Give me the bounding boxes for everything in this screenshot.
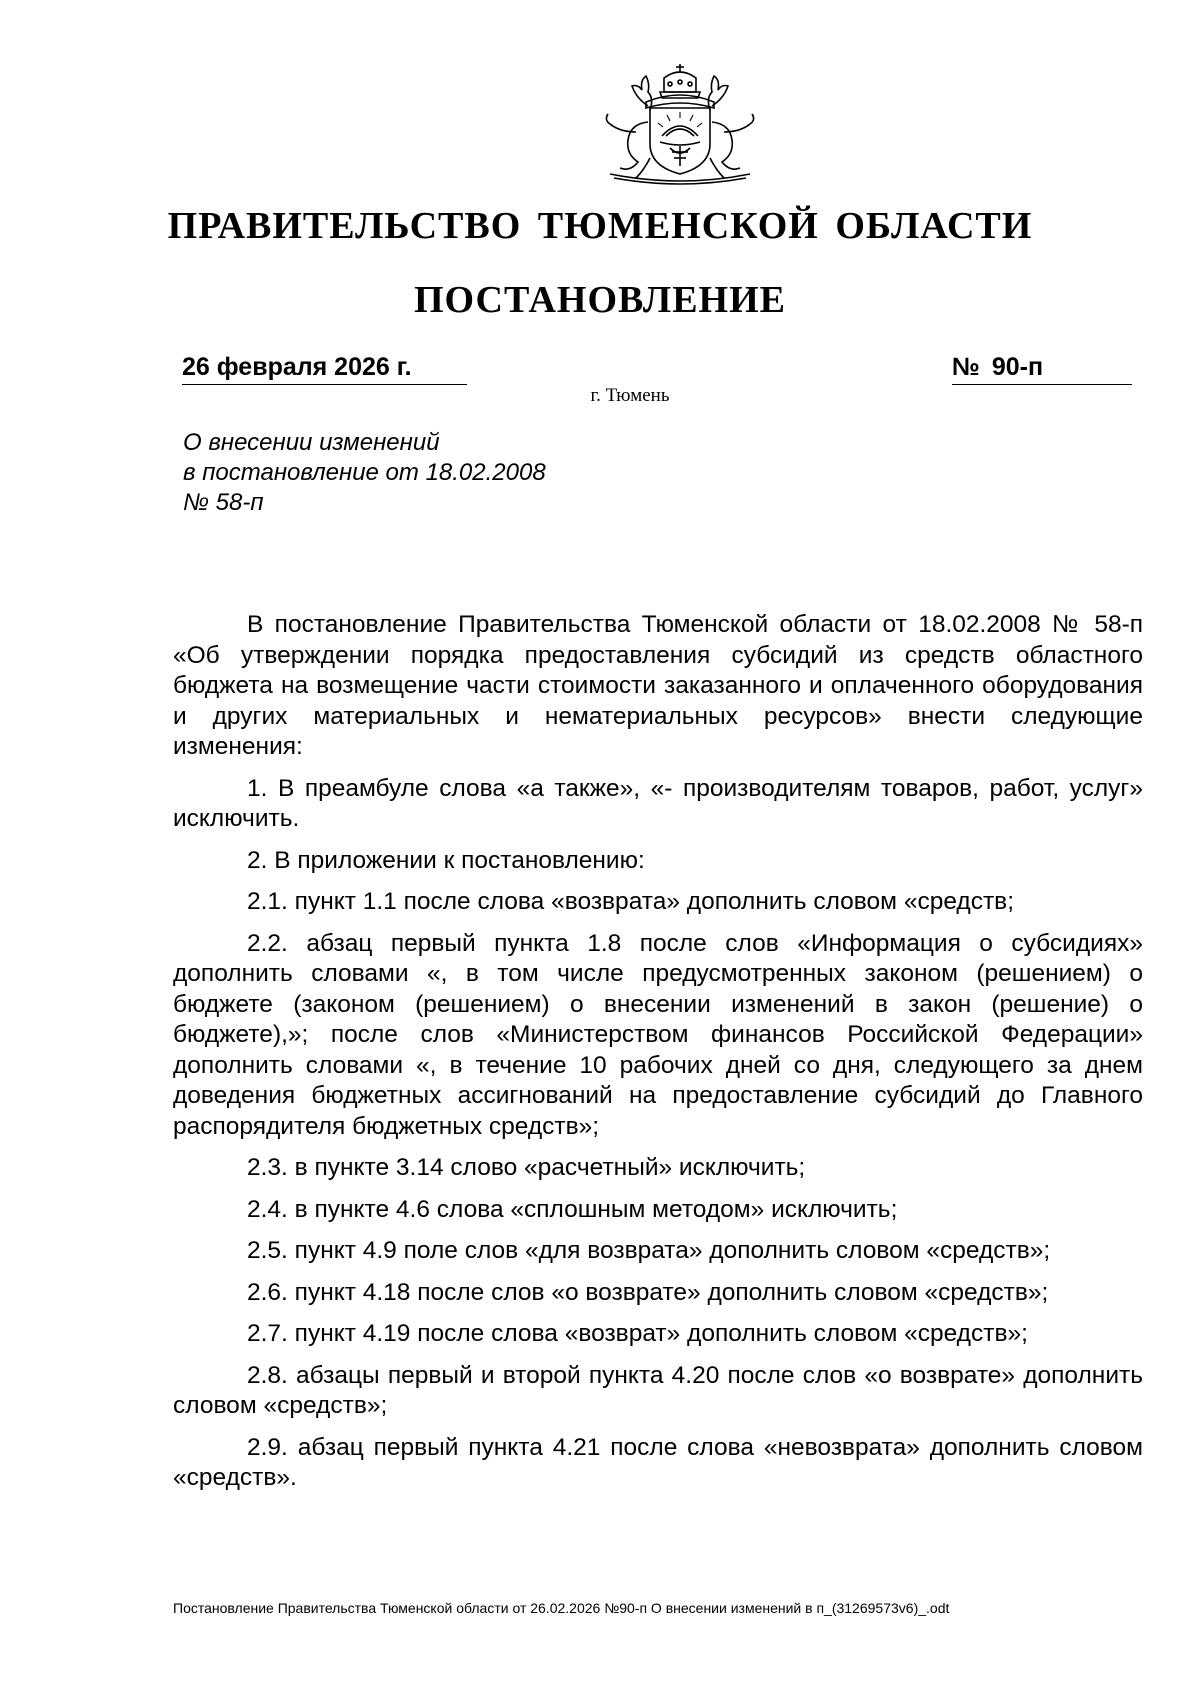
body-paragraph: 2.1. пункт 1.1 после слова «возврата» дополнить словом «средств; <box>247 888 1015 915</box>
document-city: г. Тюмень <box>590 385 670 406</box>
document-number <box>952 352 1132 385</box>
body-paragraph: В постановление Правительства Тюменской области от 18.02.2008 № 58-п «Об утверждении порядка предоставления субсидий из средств областного бюджета на возмещение части стоимости заказанного и оплаченного оборудования и других материальных и нематериальных ресурсов» внести следующие изменения: <box>173 611 1143 760</box>
body-paragraph: 2.3. в пункте 3.14 слово «расчетный» исключить; <box>247 1154 806 1181</box>
document-type-heading: ПОСТАНОВЛЕНИЕ <box>413 279 787 321</box>
government-title: ПРАВИТЕЛЬСТВО ТЮМЕНСКОЙ ОБЛАСТИ <box>167 205 1033 247</box>
body-paragraph: 1. В преамбуле слова «а также», «- производителям товаров, работ, услуг» исключить. <box>173 774 1143 832</box>
body-paragraph: 2. В приложении к постановлению: <box>247 846 645 874</box>
subject-line: № 58-п <box>183 489 264 516</box>
document-subject <box>183 428 683 518</box>
body-paragraph: 2.5. пункт 4.9 поле слов «для возврата» дополнить словом «средств»; <box>247 1237 1051 1264</box>
body-paragraph: 2.4. в пункте 4.6 слова «сплошным методом» исключить; <box>247 1195 898 1223</box>
document-date: 26 февраля 2026 г. <box>182 352 467 385</box>
number-sign: № <box>952 353 980 381</box>
body-paragraph: 2.8. абзацы первый и второй пункта 4.20 после слов «о возврате» дополнить словом «средств»; <box>173 1361 1143 1419</box>
body-paragraph: 2.6. пункт 4.18 после слов «о возврате» дополнить словом «средств»; <box>247 1278 1049 1306</box>
body-paragraph: 2.7. пункт 4.19 после слова «возврат» дополнить словом «средств»; <box>247 1320 1028 1347</box>
document-body <box>173 610 1143 1505</box>
subject-line: О внесении изменений <box>183 429 440 456</box>
subject-line: в постановление от 18.02.2008 <box>183 459 546 486</box>
body-paragraph: 2.9. абзац первый пункта 4.21 после слова «невозврата» дополнить словом «средств». <box>173 1433 1143 1491</box>
body-paragraph: 2.2. абзац первый пункта 1.8 после слов «Информация о субсидиях» дополнить словами «, в том числе предусмотренных законом (решением) о бюджете (законом (решением) о внесении изменений в закон (решение) о бюджете),»; после слов «Министерством финансов Российской Федерации» дополнить словами «, в течение 10 рабочих дней со дня, следующего за днем доведения бюджетных ассигнований на предоставление субсидий до Главного распорядителя бюджетных средств»; <box>173 929 1143 1140</box>
document-footer: Постановление Правительства Тюменской области от 26.02.2026 №90-п О внесении изменений в п_(31269573v6)_.odt <box>173 1600 950 1616</box>
coat-of-arms-icon <box>590 62 770 187</box>
number-value: 90-п <box>991 353 1044 381</box>
